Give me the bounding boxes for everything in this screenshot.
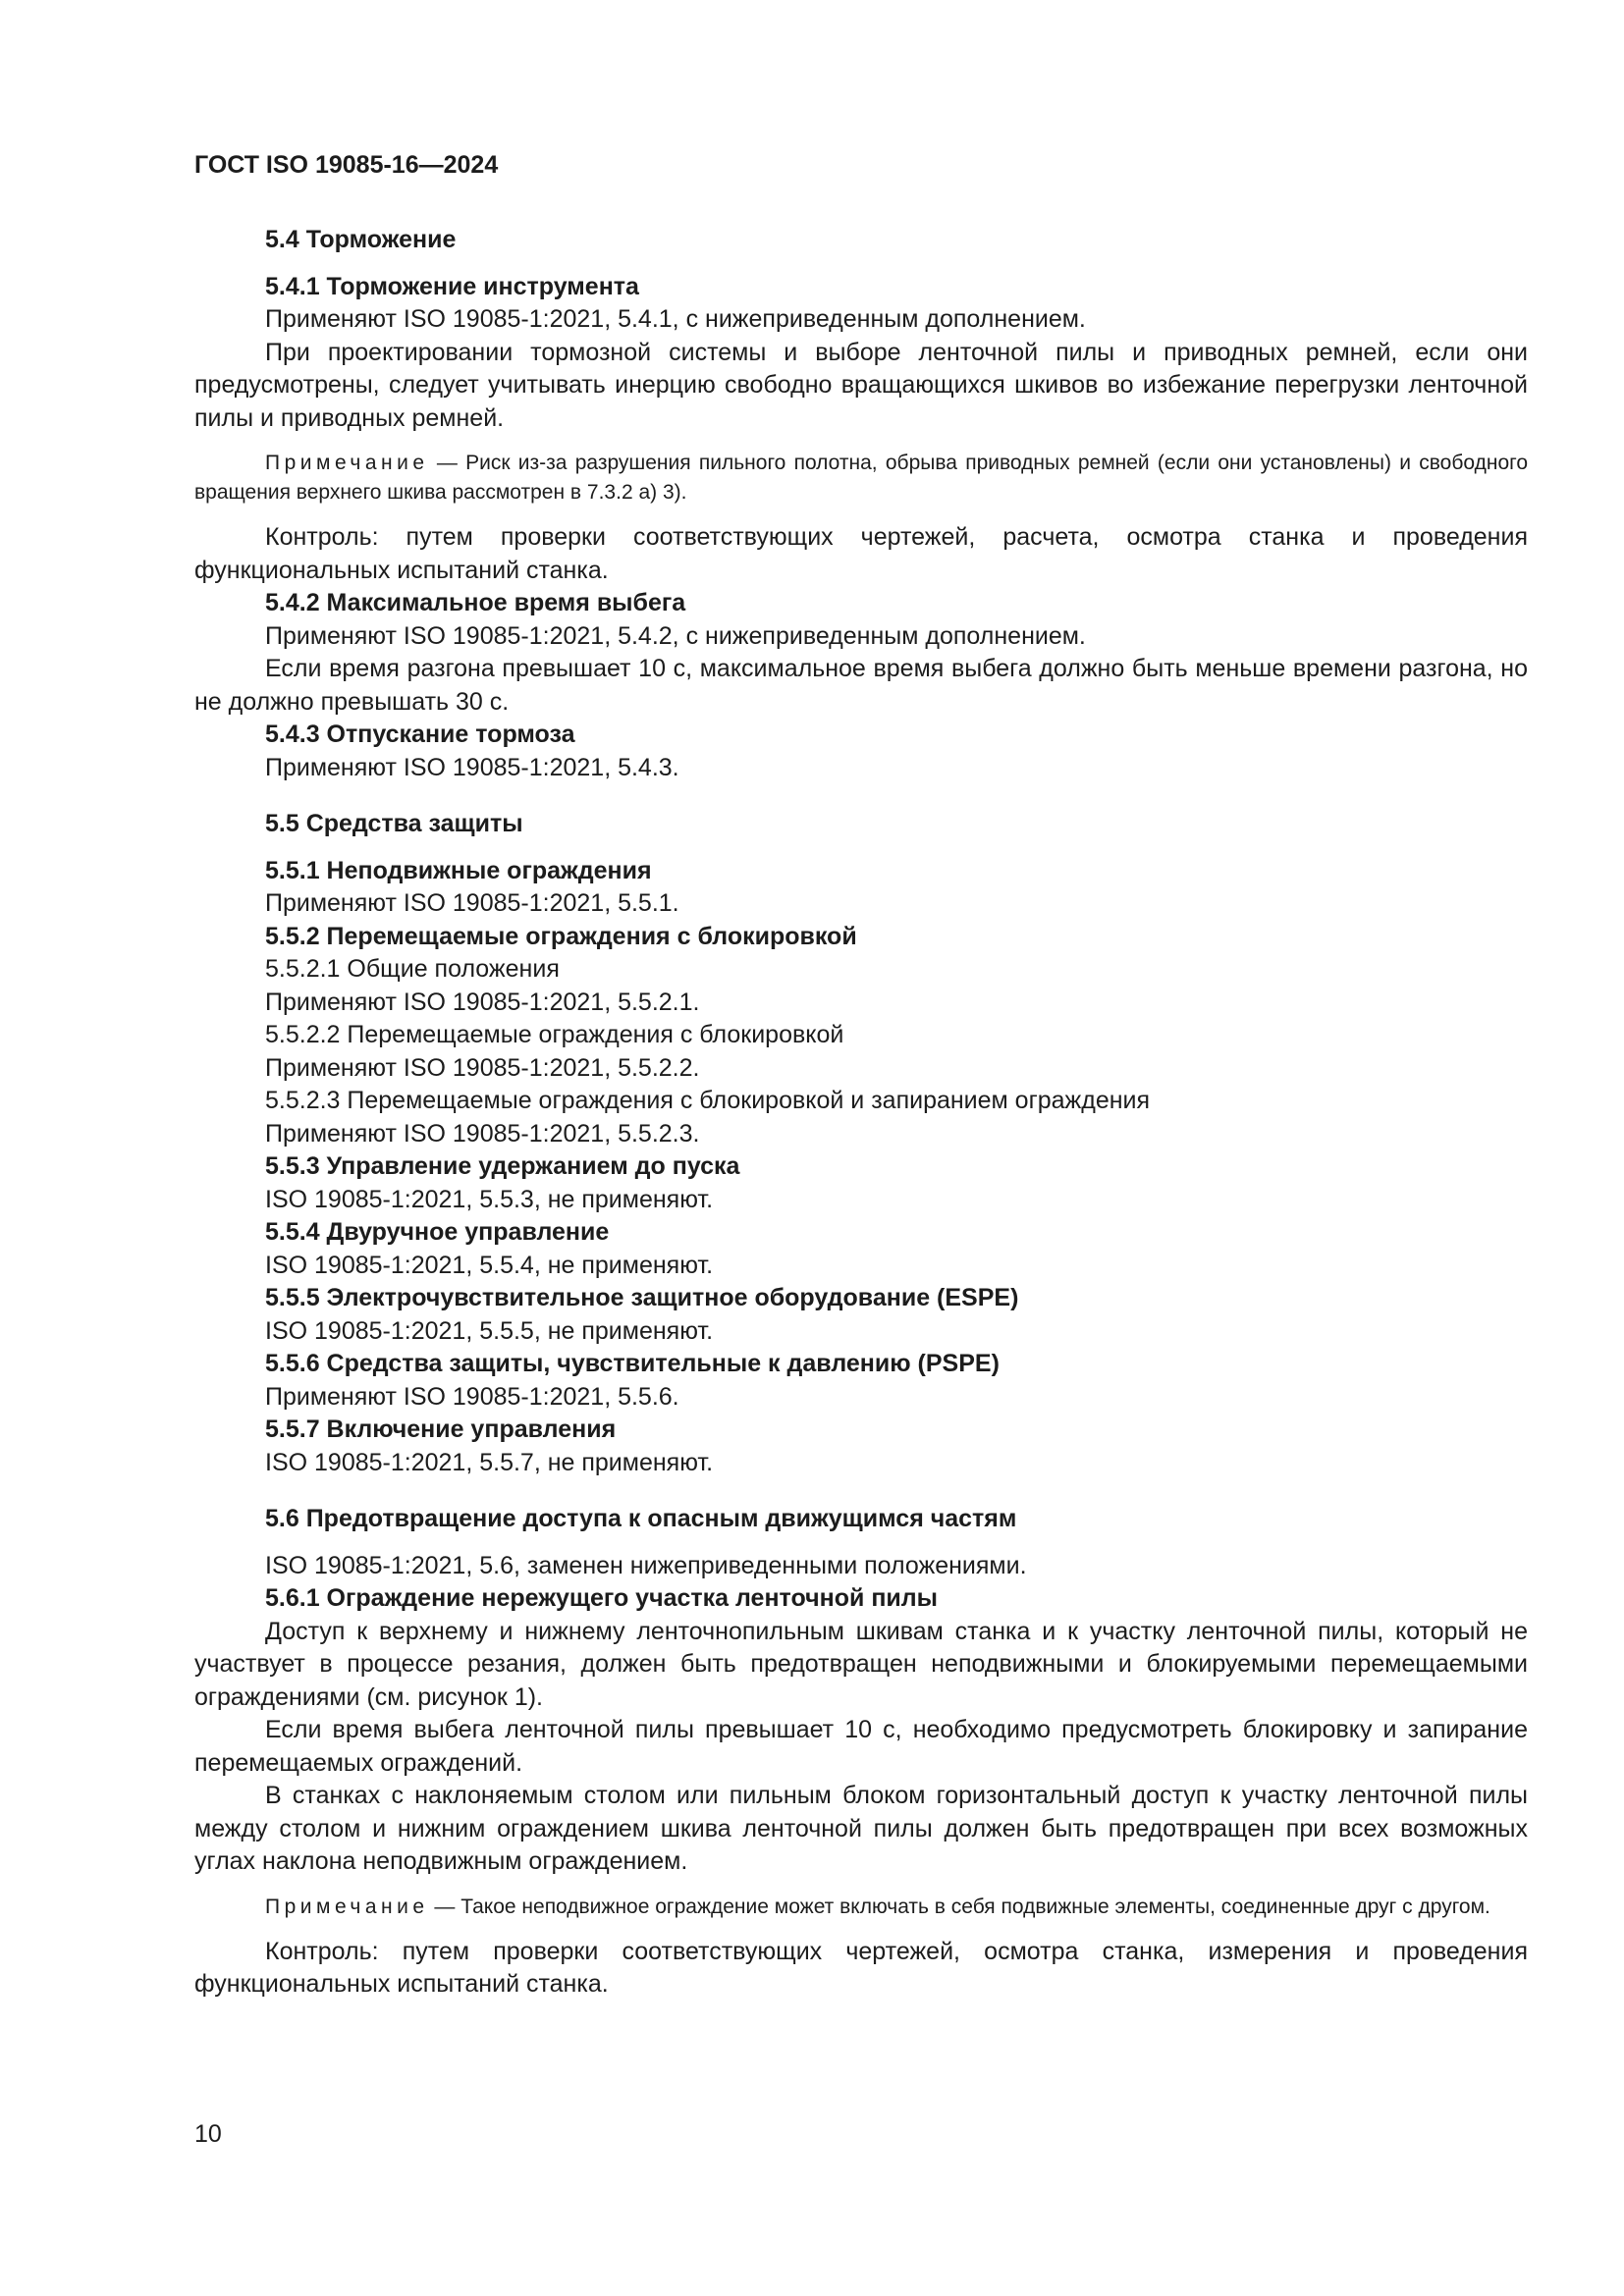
section-5-5-1-title: 5.5.1 Неподвижные ограждения — [265, 856, 652, 884]
section-5-6-title: 5.6 Предотвращение доступа к опасным движущимся частям — [265, 1505, 1017, 1532]
section-5-4-1-title: 5.4.1 Торможение инструмента — [265, 272, 639, 300]
paragraph: Применяют ISO 19085-1:2021, 5.5.2.3. — [265, 1119, 700, 1148]
paragraph: Применяют ISO 19085-1:2021, 5.4.3. — [265, 753, 679, 781]
paragraph: ISO 19085-1:2021, 5.5.5, не применяют. — [265, 1316, 714, 1345]
document-body — [194, 224, 1528, 2002]
page-number: 10 — [194, 2120, 222, 2148]
section-5-6-1-title: 5.6.1 Ограждение нережущего участка ленточной пилы — [265, 1584, 939, 1612]
subsection-title: 5.5.2.3 Перемещаемые ограждения с блокировкой и запиранием ограждения — [265, 1087, 1151, 1114]
paragraph: Применяют ISO 19085-1:2021, 5.5.6. — [265, 1382, 679, 1411]
paragraph: При проектировании тормозной системы и выборе ленточной пилы и приводных ремней, если они предусмотрены, следует учитывать инерцию свободно вращающихся шкивов во избежание перегрузки ленточной пилы и приводных ремней. — [194, 338, 1528, 432]
control-paragraph: Контроль: путем проверки соответствующих чертежей, осмотра станка, измерения и проведения функциональных испытаний станка. — [194, 1937, 1528, 1998]
section-5-5-3-title: 5.5.3 Управление удержанием до пуска — [265, 1152, 740, 1180]
note-text: — Риск из-за разрушения пильного полотна, обрыва приводных ремней (если они установлены) и свободного вращения верхнего шкива рассмотрен в 7.3.2 а) 3). — [194, 452, 1528, 504]
paragraph: Если время разгона превышает 10 с, максимальное время выбега должно быть меньше времени разгона, но не должно превышать 30 с. — [194, 655, 1528, 716]
section-5-5-6-title: 5.5.6 Средства защиты, чувствительные к давлению (PSPE) — [265, 1350, 1000, 1377]
paragraph: Применяют ISO 19085-1:2021, 5.4.1, с нижеприведенным дополнением. — [265, 305, 1086, 333]
note-label: Примечание — [265, 452, 429, 474]
paragraph: Применяют ISO 19085-1:2021, 5.5.1. — [265, 889, 679, 917]
section-5-5-5-title: 5.5.5 Электрочувствительное защитное оборудование (ESPE) — [265, 1284, 1019, 1311]
paragraph: ISO 19085-1:2021, 5.5.3, не применяют. — [265, 1185, 714, 1213]
paragraph: Доступ к верхнему и нижнему ленточнопильным шкивам станка и к участку ленточной пилы, который не участвует в процессе резания, должен быть предотвращен неподвижными и блокируемыми перемещаемыми ограждениями (см. рисунок 1). — [194, 1617, 1528, 1711]
control-paragraph: Контроль: путем проверки соответствующих чертежей, расчета, осмотра станка и проведения функциональных испытаний станка. — [194, 523, 1528, 584]
paragraph: Применяют ISO 19085-1:2021, 5.5.2.2. — [265, 1053, 700, 1082]
section-5-4-title: 5.4 Торможение — [265, 226, 457, 253]
note-label: Примечание — [265, 1895, 429, 1918]
section-5-4-3-title: 5.4.3 Отпускание тормоза — [265, 721, 575, 748]
document-header: ГОСТ ISO 19085-16—2024 — [194, 151, 499, 179]
note-text: — Такое неподвижное ограждение может включать в себя подвижные элементы, соединенные друг с другом. — [428, 1895, 1490, 1918]
paragraph: ISO 19085-1:2021, 5.5.7, не применяют. — [265, 1448, 714, 1476]
section-5-5-7-title: 5.5.7 Включение управления — [265, 1415, 617, 1443]
section-5-5-title: 5.5 Средства защиты — [265, 810, 523, 837]
section-5-5-4-title: 5.5.4 Двуручное управление — [265, 1218, 610, 1246]
paragraph: В станках с наклоняемым столом или пильным блоком горизонтальный доступ к участку ленточной пилы между столом и нижним ограждением шкива ленточной пилы должен быть предотвращен при всех возможных углах наклона неподвижным ограждением. — [194, 1782, 1528, 1875]
note — [194, 449, 1528, 507]
paragraph: ISO 19085-1:2021, 5.5.4, не применяют. — [265, 1251, 714, 1279]
paragraph: Применяют ISO 19085-1:2021, 5.4.2, с нижеприведенным дополнением. — [265, 621, 1086, 650]
paragraph: Применяют ISO 19085-1:2021, 5.5.2.1. — [265, 988, 700, 1016]
section-5-5-2-title: 5.5.2 Перемещаемые ограждения с блокировкой — [265, 922, 857, 950]
paragraph: Если время выбега ленточной пилы превышает 10 с, необходимо предусмотреть блокировку и запирание перемещаемых ограждений. — [194, 1716, 1528, 1777]
paragraph: ISO 19085-1:2021, 5.6, заменен нижеприведенными положениями. — [265, 1551, 1027, 1579]
subsection-title: 5.5.2.2 Перемещаемые ограждения с блокировкой — [265, 1021, 844, 1048]
subsection-title: 5.5.2.1 Общие положения — [265, 955, 560, 983]
note — [194, 1893, 1528, 1922]
section-5-4-2-title: 5.4.2 Максимальное время выбега — [265, 589, 686, 616]
